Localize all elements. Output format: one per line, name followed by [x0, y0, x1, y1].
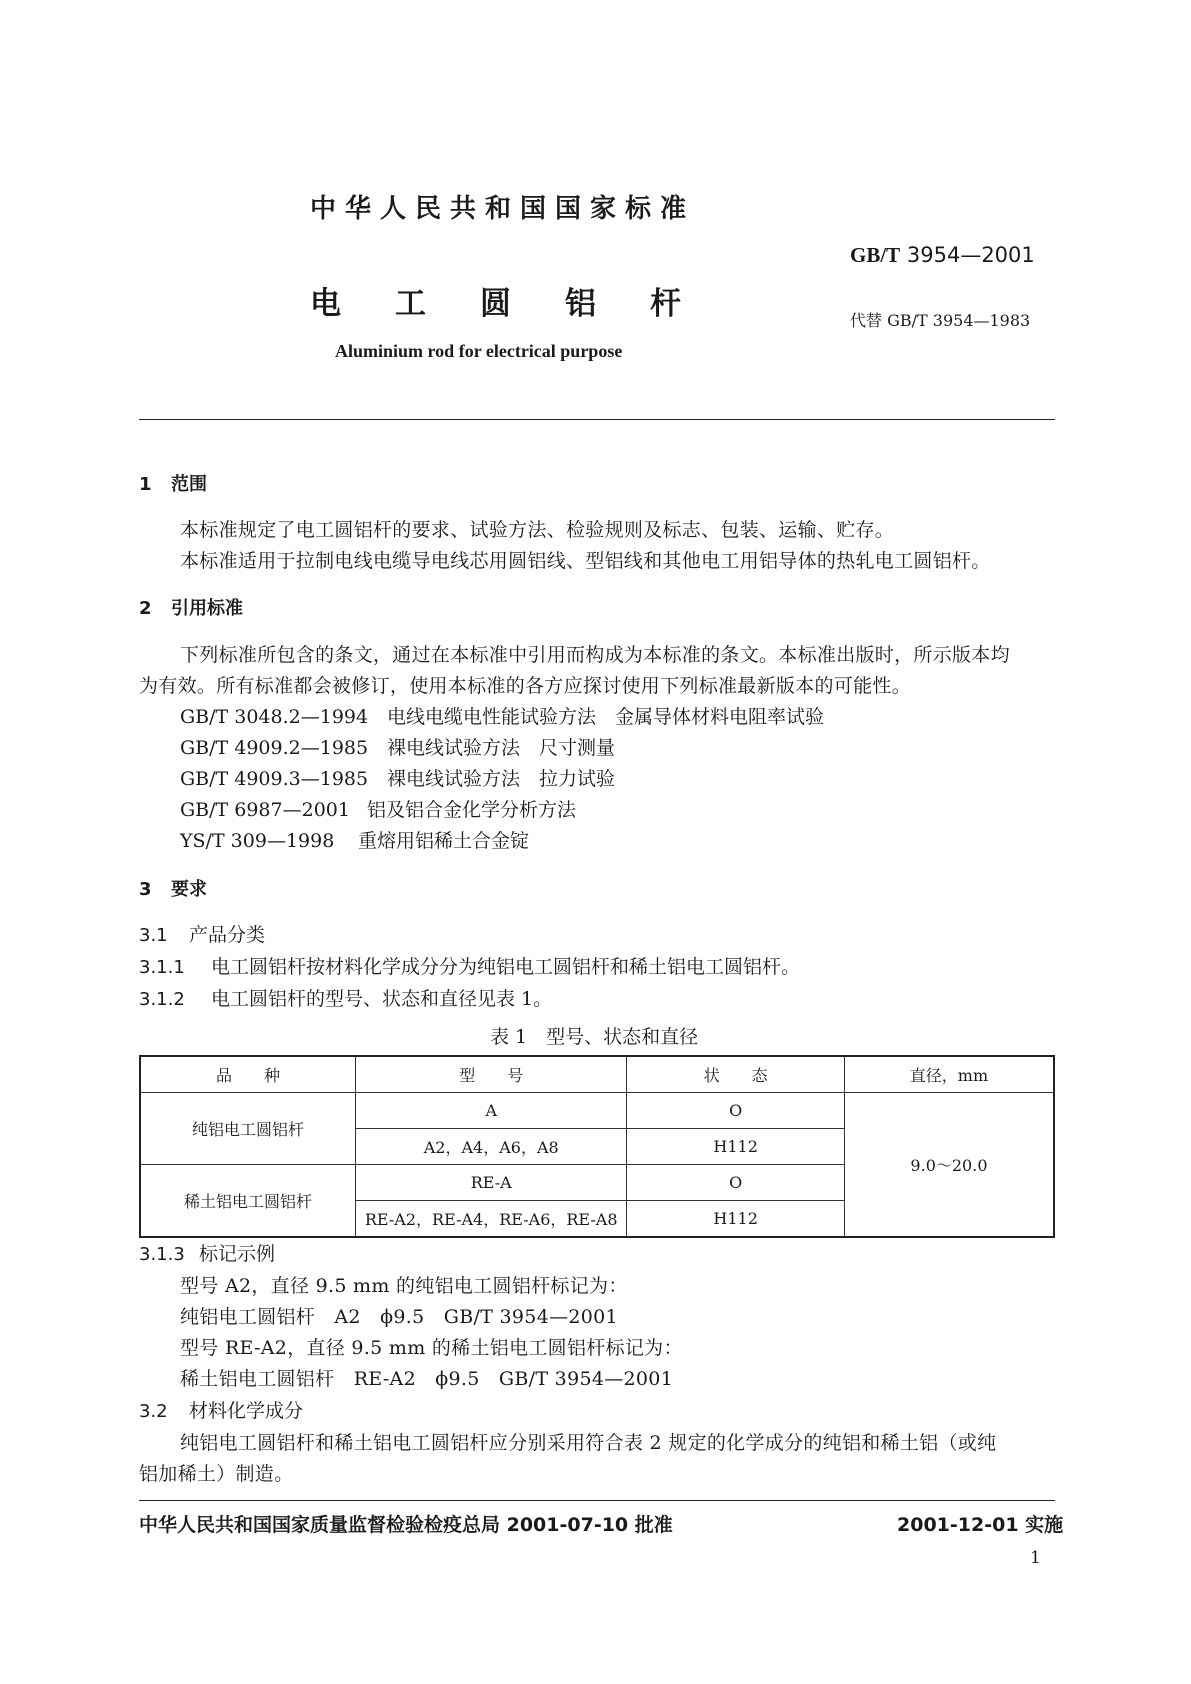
paragraph-continuation: 铝加稀土）制造。 [139, 1463, 294, 1485]
section-number: 2 [139, 598, 152, 619]
subsection-3-1-3 [139, 1239, 275, 1266]
state-cell: O [627, 1093, 845, 1129]
marking-example-line: 纯铝电工圆铝杆 A2 ϕ9.5 GB/T 3954—2001 [180, 1306, 618, 1328]
reference-title: 裸电线试验方法 尺寸测量 [387, 737, 616, 759]
subsection-3-1-1 [139, 952, 800, 979]
reference-code: YS/T 309—1998 [180, 830, 335, 852]
subsection-title: 材料化学成分 [189, 1400, 304, 1422]
reference-item [180, 733, 615, 760]
subsection-title: 产品分类 [189, 924, 266, 946]
subsection-3-1-2 [139, 984, 552, 1011]
state-cell: O [627, 1165, 845, 1201]
section-number: 3 [139, 879, 152, 900]
paragraph: 本标准适用于拉制电线电缆导电线芯用圆铝线、型铝线和其他电工用铝导体的热轧电工圆铝杆。 [180, 550, 991, 572]
marking-example-line: 型号 A2，直径 9.5 mm 的纯铝电工圆铝杆标记为： [180, 1275, 628, 1297]
reference-title: 裸电线试验方法 拉力试验 [387, 768, 616, 790]
subsection-number: 3.1.2 [139, 989, 185, 1010]
table-header-cell: 型 号 [356, 1056, 627, 1093]
reference-code: GB/T 3048.2—1994 [180, 706, 369, 728]
model-cell: RE-A [356, 1165, 627, 1201]
reference-title: 电线电缆电性能试验方法 金属导体材料电阻率试验 [387, 706, 825, 728]
paragraph: 本标准规定了电工圆铝杆的要求、试验方法、检验规则及标志、包装、运输、贮存。 [180, 519, 895, 541]
approval-line: 中华人民共和国国家质量监督检验检疫总局 2001-07-10 批准 [139, 1514, 673, 1536]
reference-item [180, 795, 576, 822]
document-title-en: Aluminium rod for electrical purpose [335, 341, 623, 361]
state-cell: H112 [627, 1129, 845, 1165]
table-header-cell: 品 种 [140, 1056, 356, 1093]
table-header-row [140, 1056, 1054, 1093]
model-cell: RE-A2，RE-A4，RE-A6，RE-A8 [356, 1201, 627, 1238]
section-1-heading [139, 470, 207, 496]
table-1-caption: 表 1 型号、状态和直径 [490, 1026, 699, 1048]
subsection-title: 标记示例 [199, 1243, 276, 1265]
subsection-number: 3.1 [139, 925, 168, 946]
subsection-text: 电工圆铝杆的型号、状态和直径见表 1。 [211, 988, 553, 1010]
subsection-number: 3.1.1 [139, 957, 185, 978]
subsection-3-1 [139, 920, 265, 947]
header-divider [139, 419, 1055, 420]
replaces-standard: 代替 GB/T 3954—1983 [850, 311, 1031, 330]
model-cell: A [356, 1093, 627, 1129]
standard-number-value: 3954—2001 [906, 243, 1035, 267]
subsection-3-2 [139, 1396, 303, 1423]
section-title: 范围 [171, 474, 207, 495]
marking-example-line: 稀土铝电工圆铝杆 RE-A2 ϕ9.5 GB/T 3954—2001 [180, 1368, 674, 1390]
subsection-number: 3.1.3 [139, 1244, 185, 1265]
page-number: 1 [1030, 1548, 1041, 1568]
section-title: 要求 [171, 879, 207, 900]
variety-cell: 稀土铝电工圆铝杆 [140, 1165, 356, 1238]
section-3-heading [139, 875, 207, 901]
diameter-cell: 9.0～20.0 [844, 1093, 1054, 1238]
state-cell: H112 [627, 1201, 845, 1238]
standard-number-prefix: GB/T [850, 243, 901, 267]
document-title-cn: 电工圆铝杆 [310, 286, 735, 322]
effective-date: 2001-12-01 实施 [897, 1514, 1064, 1536]
subsection-number: 3.2 [139, 1401, 168, 1422]
table-1 [139, 1055, 1055, 1238]
section-number: 1 [139, 474, 152, 495]
marking-example-line: 型号 RE-A2，直径 9.5 mm 的稀土铝电工圆铝杆标记为： [180, 1337, 683, 1359]
model-cell: A2，A4，A6，A8 [356, 1129, 627, 1165]
subsection-text: 电工圆铝杆按材料化学成分分为纯铝电工圆铝杆和稀土铝电工圆铝杆。 [211, 956, 801, 978]
national-standard-heading: 中华人民共和国国家标准 [310, 194, 696, 224]
paragraph: 纯铝电工圆铝杆和稀土铝电工圆铝杆应分别采用符合表 2 规定的化学成分的纯铝和稀土铝（或纯 [180, 1432, 997, 1454]
footer-divider [139, 1500, 1055, 1501]
reference-code: GB/T 6987—2001 [180, 799, 350, 821]
table-row [140, 1093, 1054, 1129]
section-2-heading [139, 594, 243, 620]
table-header-cell: 状 态 [627, 1056, 845, 1093]
reference-code: GB/T 4909.3—1985 [180, 768, 369, 790]
standard-number [850, 243, 1035, 268]
reference-title: 重熔用铝稀土合金锭 [358, 830, 530, 852]
section-title: 引用标准 [171, 598, 243, 619]
reference-item [180, 764, 615, 791]
paragraph: 下列标准所包含的条文，通过在本标准中引用而构成为本标准的条文。本标准出版时，所示版本均 [180, 644, 1010, 666]
reference-code: GB/T 4909.2—1985 [180, 737, 369, 759]
paragraph-continuation: 为有效。所有标准都会被修订，使用本标准的各方应探讨使用下列标准最新版本的可能性。 [139, 675, 912, 697]
variety-cell: 纯铝电工圆铝杆 [140, 1093, 356, 1165]
table-header-cell: 直径，mm [844, 1056, 1054, 1093]
reference-title: 铝及铝合金化学分析方法 [367, 799, 577, 821]
reference-item [180, 702, 824, 729]
reference-item [180, 826, 529, 853]
